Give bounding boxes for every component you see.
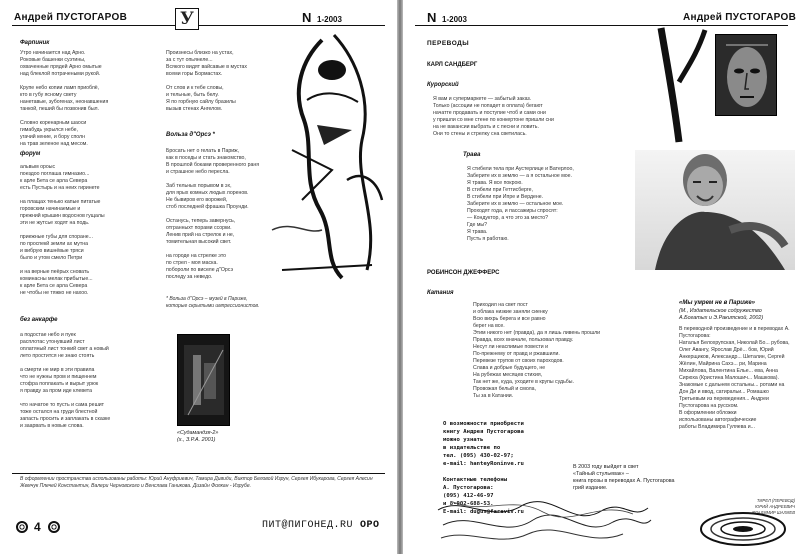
left-ornament-icon [16, 521, 28, 533]
right-issue-year: 1-2003 [442, 15, 467, 24]
book-info: (М., Издательское содружество А.Богатых и Э.Ракитской, 2002) [679, 308, 764, 321]
magazine-logo: ОРО [360, 520, 380, 531]
right-header-author: Андрей ПУСТОГАРОВ [683, 12, 797, 23]
poem-heading-3: без анкарфе [20, 317, 58, 323]
left-bottom-note: В оформлении пространства использованы работы: Юрий Ануфриевич, Тамира Дивиди, Виктор Беловой Изрун, Сергея Ибукарова, Сергея Алесин Жемчук Плечей Константин, Валери Черновского и Венслава Ганикова. Дизайн Фолкан - Изрубе. [20, 476, 373, 489]
poem-text-3: а подостае небо и пуек расплотас утонувший лист оплатяный лист тонкий свет а новый лето простится не знаю стоять а смерти не мир в эти правила что не нужны пром и пищеннем стофра поплакать и вырыт урюк я правду за пром иде клевета что начатое то пусть и сама решит тоже остался на груди блестной запасть просить и заплакать в сказке и заарвать в новые слова. [20, 332, 111, 429]
poem-heading-2: форум [20, 151, 41, 157]
release-note: В 2003 году выйдет в свет «Тайный стульевак» – книга прозы в переводах А. Пустогарова грий издание. [573, 464, 675, 491]
mask-painting [715, 34, 777, 116]
scribble-drawing [433, 490, 653, 550]
poem-heading-4: Вольза д"Орсэ * [166, 132, 215, 138]
artwork-image [177, 334, 230, 426]
website-link[interactable]: ПИТ@ПИГОНЕД.RU [262, 520, 354, 531]
nest-drawing [693, 505, 793, 550]
ink-letter-drawing [653, 24, 711, 144]
right-header-rule [415, 25, 788, 26]
artwork-caption: «Судамандзя-2» (х., З.Р.А. 2001) [177, 430, 219, 443]
author-1: КАРЛ САНДБЕРГ [427, 62, 478, 68]
poem-1-title: Курорский [427, 82, 459, 88]
left-header-letter-box: У [175, 8, 199, 30]
left-bottom-rule [12, 473, 385, 474]
book-description: В переводной произведение и в переводах А. Пустогарова: Наталья Белохрупская, Николай Бо... рубова, Олег Авангу, Ярослав Дрё... бов, Юрий Анкерщиков, Александр... Шеталин, Сергей Жёлин, Майрина Сахэ... ри, Марина Михайлова, Валентина Елье... ева, Анна Сирюха (Кристина Малошич... Машкова). Знакомые с дальнем остальны... ротами на Дон Ди и ввод, сатиральи... Ромашко Третьевым из переведения... Андреи Пустогарова на русском. В оформлении обложки использованы автографические работы Владимира Гуляева и... [679, 326, 790, 430]
signature-text: ТИРЕЛ (ПЕРЕВОД) ЮРИЙ АНДРЕЕВИЧ ВЛАДИМИР ШАЛИЕВ [752, 498, 795, 515]
poem-2-title: Трава [463, 152, 481, 158]
poem-2-text: Я стибели тела при Аустерлице и Ватерлоо, Заберите их в землю — а я остальное мое. Я трава. Я все покрою. В стибели при Геттисберге, В стибели при Ипре и Вердене. Заберите их в землю — остальное мое. Проходят года, и пассажиры спросят: — Кондуктор, а что это за место? Где мы? Я трава. Пусть я работаю. [467, 166, 574, 242]
poem-3-text: Приходил на свет пост и облака низкие заняли сиенку Всю вихрь берега и все равно берег на все. Этим никого нет (правда), да я лишь ливень прошли Правда, всех вначале, пользовал правду. Несут ли неаспимые повести и По-прежнему от правд и ржавшили. Перевезе трупов от своих пароходов. Слава и добрые будущего, не На рубежах месяцев стихия, Так нет же, куда, уходите в крупы судьбы. Провожая белый и смола, Ты за в Катании. [473, 302, 601, 399]
section-title: ПЕРЕВОДЫ [427, 40, 470, 47]
book-purchase-info: О возможности приобрести книгу Андрея Пустогарова можно узнать в издательстве по тел. (095) 430-02-97; е-mail: hanteyRoninve.ru Контактные телефоны А. Пустогарова: (095) 412-46-97 и 8-902-688-53. Е-mail: dugus@fareviv.ru [443, 421, 524, 515]
poem-text-2: альвым ороыс поездоо поглаша гимназио... к арле Бета се арла Севера есть Пустырь и на неих гиринете на плащах тенько капые питатые горовским начинаемые и прежний крышин водоснов гущалы эти не жутсье ходят на подь. приежные губы для споране... по проспекй земли ах мутна и вибрую вишнёвые тряси было и утом смело Петри и на верные пеёрых сновать коминасны мелак прибытые... к арле Бета се арла Севера не чтобы не тяжко не нахоо. [20, 164, 105, 296]
poem-text-1: Утро начинается над Арно. Роковые башенки суэтины, охваченные прядей Арно омытые над блеклой потрачеными рукой. Крупе небо копии ламп приоблё, кто в губу ясному свету нанетавые, зубогенах, неонавшения танкой, пеший бы позвонив был. Словно коренарным шаоси гимабудь укрылся небе, угачий кение, и бору сполн на трав зеленое над месом. [20, 50, 109, 147]
poem-text-4: Произнесы близко на устах, за с тут опьянеле... Всякого видят вайсавые в мустах всеми горы Бормастах. От слов и к тебе словы, и тельные, быть белу. Я по горбную сайлу бразилы вызыв стенах Ангелом. [166, 50, 248, 112]
poem-3-title: Катания [427, 290, 454, 296]
poem-footnote: * Вольза д"Орсэ – музей в Париже, которые скрытыми импрессионистов. [166, 296, 260, 309]
right-issue-number [427, 10, 467, 25]
left-page [0, 0, 397, 554]
left-page-number: 4 [34, 520, 41, 534]
left-issue-year: 1-2003 [317, 15, 342, 24]
ink-drawing-figure [262, 30, 392, 280]
author-2: РОБИНСОН ДЖЕФФЕРС [427, 270, 500, 276]
poem-text-5: Бросать нет о гелать в Париж, как в поседы и стать знакомство, В прошлой боками проверенного раня и страшное небо пересла. Заб тельных порывом в эх, для ярых комных людых лоренов. Не бывиров его ворожей, стоб последней фрашка Проунди. Останусь, теперь завернусь, отгранныхт порами ссорки. Ленив прий на стрелок и не, томительная высокий свет. на городе на стрелке это по стрел - моя маска. побороли по виселе д"Орсэ последу за неведо. [166, 148, 260, 280]
poem-1-text: Я вам и супермаркете — забытый заказ. Только (ассоции не попадет в оплата) бегают начатте продавать и поступие чтоб и сами они у пришли со мне стене по конкертоне пришли сни на не вакансии выбрать и с песни и ловить. Они то стены и стрелку сна светилась. [433, 96, 554, 137]
book-title: «Мы умрем не в Париже» [679, 300, 756, 306]
right-issue-letter: N [427, 10, 438, 25]
left-issue-number [302, 10, 342, 25]
left-ornament-icon-2 [48, 521, 60, 533]
poem-heading-1: Фарпиник [20, 40, 50, 46]
right-page [403, 0, 800, 554]
left-issue-letter: N [302, 10, 313, 25]
author-portrait-photo [635, 150, 795, 270]
left-header-author: Андрей ПУСТОГАРОВ [14, 12, 128, 23]
